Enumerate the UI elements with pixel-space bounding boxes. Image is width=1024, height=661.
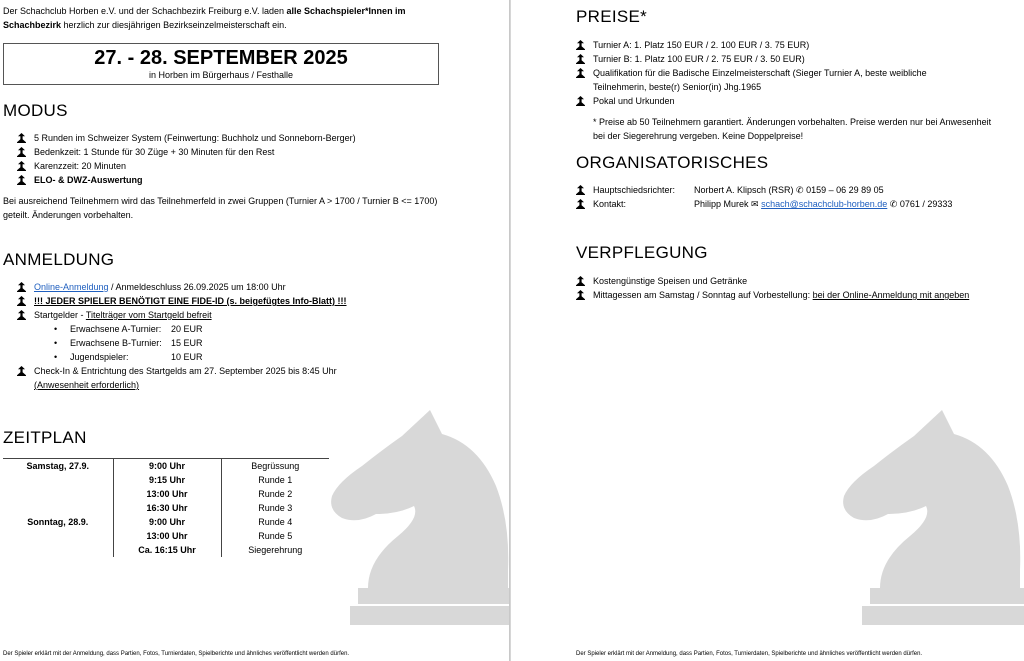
list-item: Turnier B: 1. Platz 100 EUR / 2. 75 EUR / 3. 50 EUR) <box>559 52 979 66</box>
footer-disclaimer: Der Spieler erklärt mit der Anmeldung, dass Partien, Fotos, Turnierdaten, Spielberichte und ähnliches veröffentlicht werden dürfen. <box>576 651 923 657</box>
table-row: 9:15 Uhr Runde 1 <box>3 473 329 487</box>
event-date: 27. - 28. SEPTEMBER 2025 <box>94 47 348 69</box>
list-item: Qualifikation für die Badische Einzelmeisterschaft (Sieger Turnier A, beste weibliche Teilnehmerin, beste(r) Senior(in) Jhg.1965 <box>559 66 979 94</box>
list-item: Mittagessen am Samstag / Sonntag auf Vorbestellung: bei der Online-Anmeldung mit angeben <box>559 288 979 302</box>
list-item <box>0 294 480 308</box>
pawn-bullet-icon <box>576 96 585 106</box>
list-item: 5 Runden im Schweizer System (Feinwertung: Buchholz und Sonneborn-Berger) <box>0 131 480 145</box>
fee-item: • Erwachsene B-Turnier: 15 EUR <box>34 336 480 350</box>
verpflegung-list <box>559 274 979 302</box>
schedule-table <box>3 458 329 557</box>
anmeldung-list <box>0 280 480 392</box>
preise-note: * Preise ab 50 Teilnehmern garantiert. Änderungen vorbehalten. Preise werden nur bei Anwesenheit bei der Siegerehrung vergeben. Keine Doppelpreise! <box>593 117 992 141</box>
event-date-box <box>3 43 439 85</box>
list-item: Kontakt: Philipp Murek ✉ schach@schachclub-horben.de ✆ 0761 / 29333 <box>559 197 1009 211</box>
online-registration-link[interactable]: Online-Anmeldung <box>34 282 109 292</box>
table-row: Sonntag, 28.9. 9:00 Uhr Runde 4 <box>27 517 293 527</box>
orga-list <box>559 183 1009 211</box>
fee-item: • Jugendspieler: 10 EUR <box>34 350 480 364</box>
pawn-bullet-icon <box>17 282 26 292</box>
anmeldung-heading: ANMELDUNG <box>3 250 115 269</box>
list-item: Bedenkzeit: 1 Stunde für 30 Züge + 30 Minuten für den Rest <box>0 145 480 159</box>
pawn-bullet-icon <box>576 185 585 195</box>
preise-heading: PREISE* <box>576 7 648 26</box>
right-page <box>511 0 1024 661</box>
pawn-bullet-icon <box>576 290 585 300</box>
list-item: Kostengünstige Speisen und Getränke <box>559 274 979 288</box>
preise-list <box>559 38 979 108</box>
fee-item: • Erwachsene A-Turnier: 20 EUR <box>34 322 480 336</box>
knight-watermark-icon <box>840 410 1024 625</box>
intro-bold: alle Schachspieler*Innen im Schachbezirk <box>3 6 406 30</box>
table-row: Ca. 16:15 Uhr Siegerehrung <box>3 543 329 557</box>
list-item: Check-In & Entrichtung des Startgelds am 27. September 2025 bis 8:45 Uhr (Anwesenheit erforderlich) <box>0 364 480 392</box>
modus-list <box>0 131 480 187</box>
zeitplan-heading: ZEITPLAN <box>3 428 87 447</box>
pawn-bullet-icon <box>17 175 26 185</box>
contact-email-link[interactable]: schach@schachclub-horben.de <box>761 199 888 209</box>
intro-text: Der Schachclub Horben e.V. und der Schachbezirk Freiburg e.V. laden alle Schachspieler*Innen im Schachbezirk herzlich zur diesjährigen Bezirkseinzelmeisterschaft ein. <box>3 6 406 30</box>
list-item: ELO- & DWZ-Auswertung <box>0 173 480 187</box>
list-item: Pokal und Urkunden <box>559 94 979 108</box>
modus-heading: MODUS <box>3 101 68 120</box>
pawn-bullet-icon <box>17 147 26 157</box>
table-row: 13:00 Uhr Runde 5 <box>3 529 329 543</box>
table-row: 16:30 Uhr Runde 3 <box>3 501 329 515</box>
modus-note: Bei ausreichend Teilnehmern wird das Teilnehmerfeld in zwei Gruppen (Turnier A > 1700 / Turnier B <= 1700) geteilt. Änderungen vorbehalten. <box>3 196 438 220</box>
pawn-bullet-icon <box>17 133 26 143</box>
pawn-bullet-icon <box>17 310 26 320</box>
list-item: Turnier A: 1. Platz 150 EUR / 2. 100 EUR / 3. 75 EUR) <box>559 38 979 52</box>
pawn-bullet-icon <box>576 40 585 50</box>
list-item: Startgelder - Titelträger vom Startgeld befreit • Erwachsene A-Turnier: 20 EUR • Erwachsene B-Turnier: 15 EUR • Jugendspieler: 10 EUR <box>0 308 480 364</box>
pawn-bullet-icon <box>576 68 585 78</box>
list-item: Hauptschiedsrichter: Norbert A. Klipsch (RSR) ✆ 0159 – 06 29 89 05 <box>559 183 1009 197</box>
event-location: in Horben im Bürgerhaus / Festhalle <box>148 70 294 80</box>
fees-list <box>34 322 480 364</box>
pawn-bullet-icon <box>17 366 26 376</box>
pawn-bullet-icon <box>576 199 585 209</box>
pawn-bullet-icon <box>576 276 585 286</box>
table-row: Samstag, 27.9. 9:00 Uhr Begrüssung <box>3 459 329 474</box>
list-item: Karenzzeit: 20 Minuten <box>0 159 480 173</box>
knight-watermark-icon <box>328 410 510 625</box>
pawn-bullet-icon <box>17 296 26 306</box>
pawn-bullet-icon <box>576 54 585 64</box>
left-page <box>0 0 510 661</box>
table-row: 13:00 Uhr Runde 2 <box>3 487 329 501</box>
footer-disclaimer: Der Spieler erklärt mit der Anmeldung, dass Partien, Fotos, Turnierdaten, Spielberichte und ähnliches veröffentlicht werden dürfen. <box>3 651 350 657</box>
list-item: Online-Anmeldung / Anmeldeschluss 26.09.2025 um 18:00 Uhr <box>0 280 480 294</box>
verpflegung-heading: VERPFLEGUNG <box>576 243 708 262</box>
pawn-bullet-icon <box>17 161 26 171</box>
orga-heading: ORGANISATORISCHES <box>576 153 769 172</box>
fide-notice: !!! JEDER SPIELER BENÖTIGT EINE FIDE-ID (s. beigefügtes Info-Blatt) !!! <box>34 296 347 306</box>
